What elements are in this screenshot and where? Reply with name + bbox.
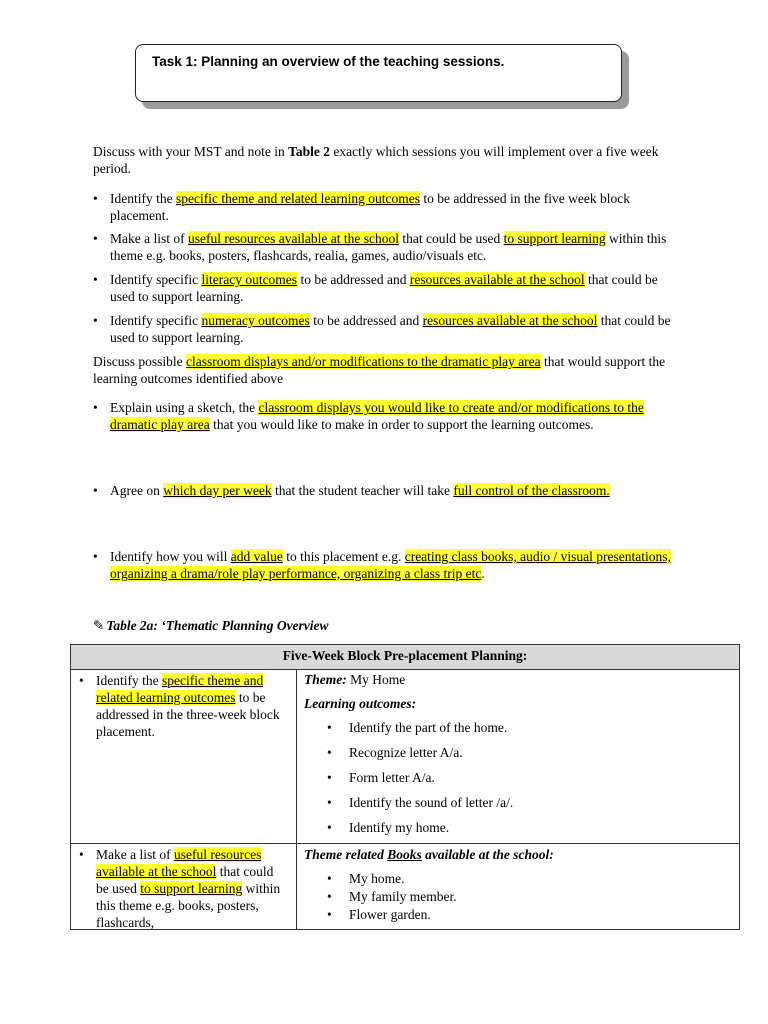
bullet-text: to be addressed and bbox=[309, 313, 423, 328]
bullet-dot: • bbox=[93, 272, 98, 287]
column-divider bbox=[296, 669, 297, 929]
discuss-paragraph bbox=[93, 353, 683, 387]
books-label-text: available at the school: bbox=[421, 847, 554, 862]
bullet-dot: • bbox=[93, 400, 98, 415]
row2-books-label bbox=[304, 846, 734, 863]
cell-text: within this theme e.g. books, posters, flashcards, bbox=[96, 881, 281, 930]
table-caption-text: Table 2a: ‘Thematic Planning Overview bbox=[106, 618, 329, 633]
highlight: specific theme and related learning outcomes bbox=[96, 673, 264, 705]
highlight: resources available at the school bbox=[422, 313, 598, 328]
bullet-text: Identify how you will bbox=[110, 549, 231, 564]
bullet-text: that could be used bbox=[399, 231, 504, 246]
list-item: • Identify the part of the home. bbox=[327, 720, 508, 735]
highlight: to support learning bbox=[140, 881, 243, 896]
bullet-dot: • bbox=[93, 549, 98, 564]
row1-outcomes-label bbox=[304, 695, 734, 712]
list-item: • My home. bbox=[327, 871, 405, 886]
outcomes-label: Learning outcomes: bbox=[304, 696, 417, 711]
bullet-text: Identify specific bbox=[110, 313, 202, 328]
theme-value: My Home bbox=[346, 672, 406, 687]
bullet-text: to this placement e.g. bbox=[282, 549, 405, 564]
table-caption bbox=[93, 617, 329, 634]
highlight: numeracy outcomes bbox=[201, 313, 310, 328]
list-item: • Form letter A/a. bbox=[327, 770, 435, 785]
bullet-dot: • bbox=[79, 673, 84, 688]
bullet-literacy bbox=[93, 271, 683, 305]
bullet-text: to be addressed in the five week block placement. bbox=[110, 191, 630, 223]
list-item: • Identify the sound of letter /a/. bbox=[327, 795, 514, 810]
intro-text-2: exactly which sessions you will implement over a five week period. bbox=[93, 144, 659, 176]
bullet-text: Make a list of bbox=[110, 231, 188, 246]
bullet-text: that you would like to make in order to support the learning outcomes. bbox=[209, 417, 594, 432]
task-title: Task 1: Planning an overview of the teaching sessions. bbox=[152, 54, 505, 69]
highlight: literacy outcomes bbox=[201, 272, 298, 287]
highlight: to support learning bbox=[503, 231, 606, 246]
highlight: specific theme and related learning outcomes bbox=[175, 191, 421, 206]
cell-text: Identify the bbox=[96, 673, 162, 688]
highlight: which day per week bbox=[163, 483, 272, 498]
theme-label: Theme: bbox=[304, 672, 347, 687]
row1-theme bbox=[304, 671, 734, 688]
bullet-dot: • bbox=[93, 191, 98, 206]
cell-text: to be addressed in the three-week block placement. bbox=[96, 690, 280, 739]
intro-table-ref: Table 2 bbox=[288, 144, 331, 159]
cell-text: that could be used bbox=[96, 864, 274, 896]
bullet-dot: • bbox=[79, 847, 84, 862]
highlight: resources available at the school bbox=[409, 272, 585, 287]
list-item: • Recognize letter A/a. bbox=[327, 745, 463, 760]
books-label-word: Books bbox=[387, 847, 422, 862]
books-label-text: Theme related bbox=[304, 847, 388, 862]
bullet-dot: • bbox=[93, 483, 98, 498]
discuss-text: Discuss possible bbox=[93, 354, 187, 369]
bullet-text: Identify the bbox=[110, 191, 176, 206]
list-item: • Flower garden. bbox=[327, 907, 431, 922]
bullet-add-value bbox=[93, 548, 683, 582]
bullet-sketch bbox=[93, 399, 683, 433]
intro-paragraph bbox=[93, 143, 683, 177]
cell-text: Make a list of bbox=[96, 847, 174, 862]
bullet-text: Explain using a sketch, the bbox=[110, 400, 259, 415]
intro-text-1: Discuss with your MST and note in bbox=[93, 144, 289, 159]
table-header: Five-Week Block Pre-placement Planning: bbox=[71, 645, 739, 670]
bullet-text: that could be used to support learning. bbox=[110, 313, 671, 345]
row1-left-cell bbox=[79, 672, 289, 740]
task-box bbox=[135, 44, 622, 102]
highlight: full control of the classroom. bbox=[453, 483, 610, 498]
highlight: classroom displays and/or modifications to the dramatic play area bbox=[186, 354, 541, 369]
bullet-text: Agree on bbox=[110, 483, 164, 498]
bullet-dot: • bbox=[93, 231, 98, 246]
highlight: classroom displays you would like to create and/or modifications to the dramatic play area bbox=[110, 400, 644, 432]
bullet-text: to be addressed and bbox=[297, 272, 410, 287]
bullet-control-day bbox=[93, 482, 683, 499]
list-item: • My family member. bbox=[327, 889, 457, 904]
bullet-theme bbox=[93, 190, 683, 224]
list-item: • Identify my home. bbox=[327, 820, 450, 835]
bullet-resources bbox=[93, 230, 683, 264]
highlight: useful resources available at the school bbox=[96, 847, 262, 879]
bullet-numeracy bbox=[93, 312, 683, 346]
bullet-text: that the student teacher will take bbox=[271, 483, 454, 498]
row2-left-cell bbox=[79, 846, 289, 931]
highlight: add value bbox=[230, 549, 283, 564]
bullet-dot: • bbox=[93, 313, 98, 328]
bullet-text: . bbox=[481, 566, 485, 581]
planning-table bbox=[70, 644, 740, 930]
highlight: useful resources available at the school bbox=[187, 231, 400, 246]
row-divider bbox=[71, 843, 739, 844]
highlight: creating class books, audio / visual presentations, organizing a drama/role play performance, organizing a class trip etc bbox=[110, 549, 671, 581]
bullet-text: Identify specific bbox=[110, 272, 202, 287]
discuss-text: that would support the learning outcomes identified above bbox=[93, 354, 666, 386]
bullet-text: within this theme e.g. books, posters, flashcards, realia, games, audio/visuals etc. bbox=[110, 231, 667, 263]
pencil-icon: ✎ bbox=[93, 618, 105, 633]
bullet-text: that could be used to support learning. bbox=[110, 272, 658, 304]
